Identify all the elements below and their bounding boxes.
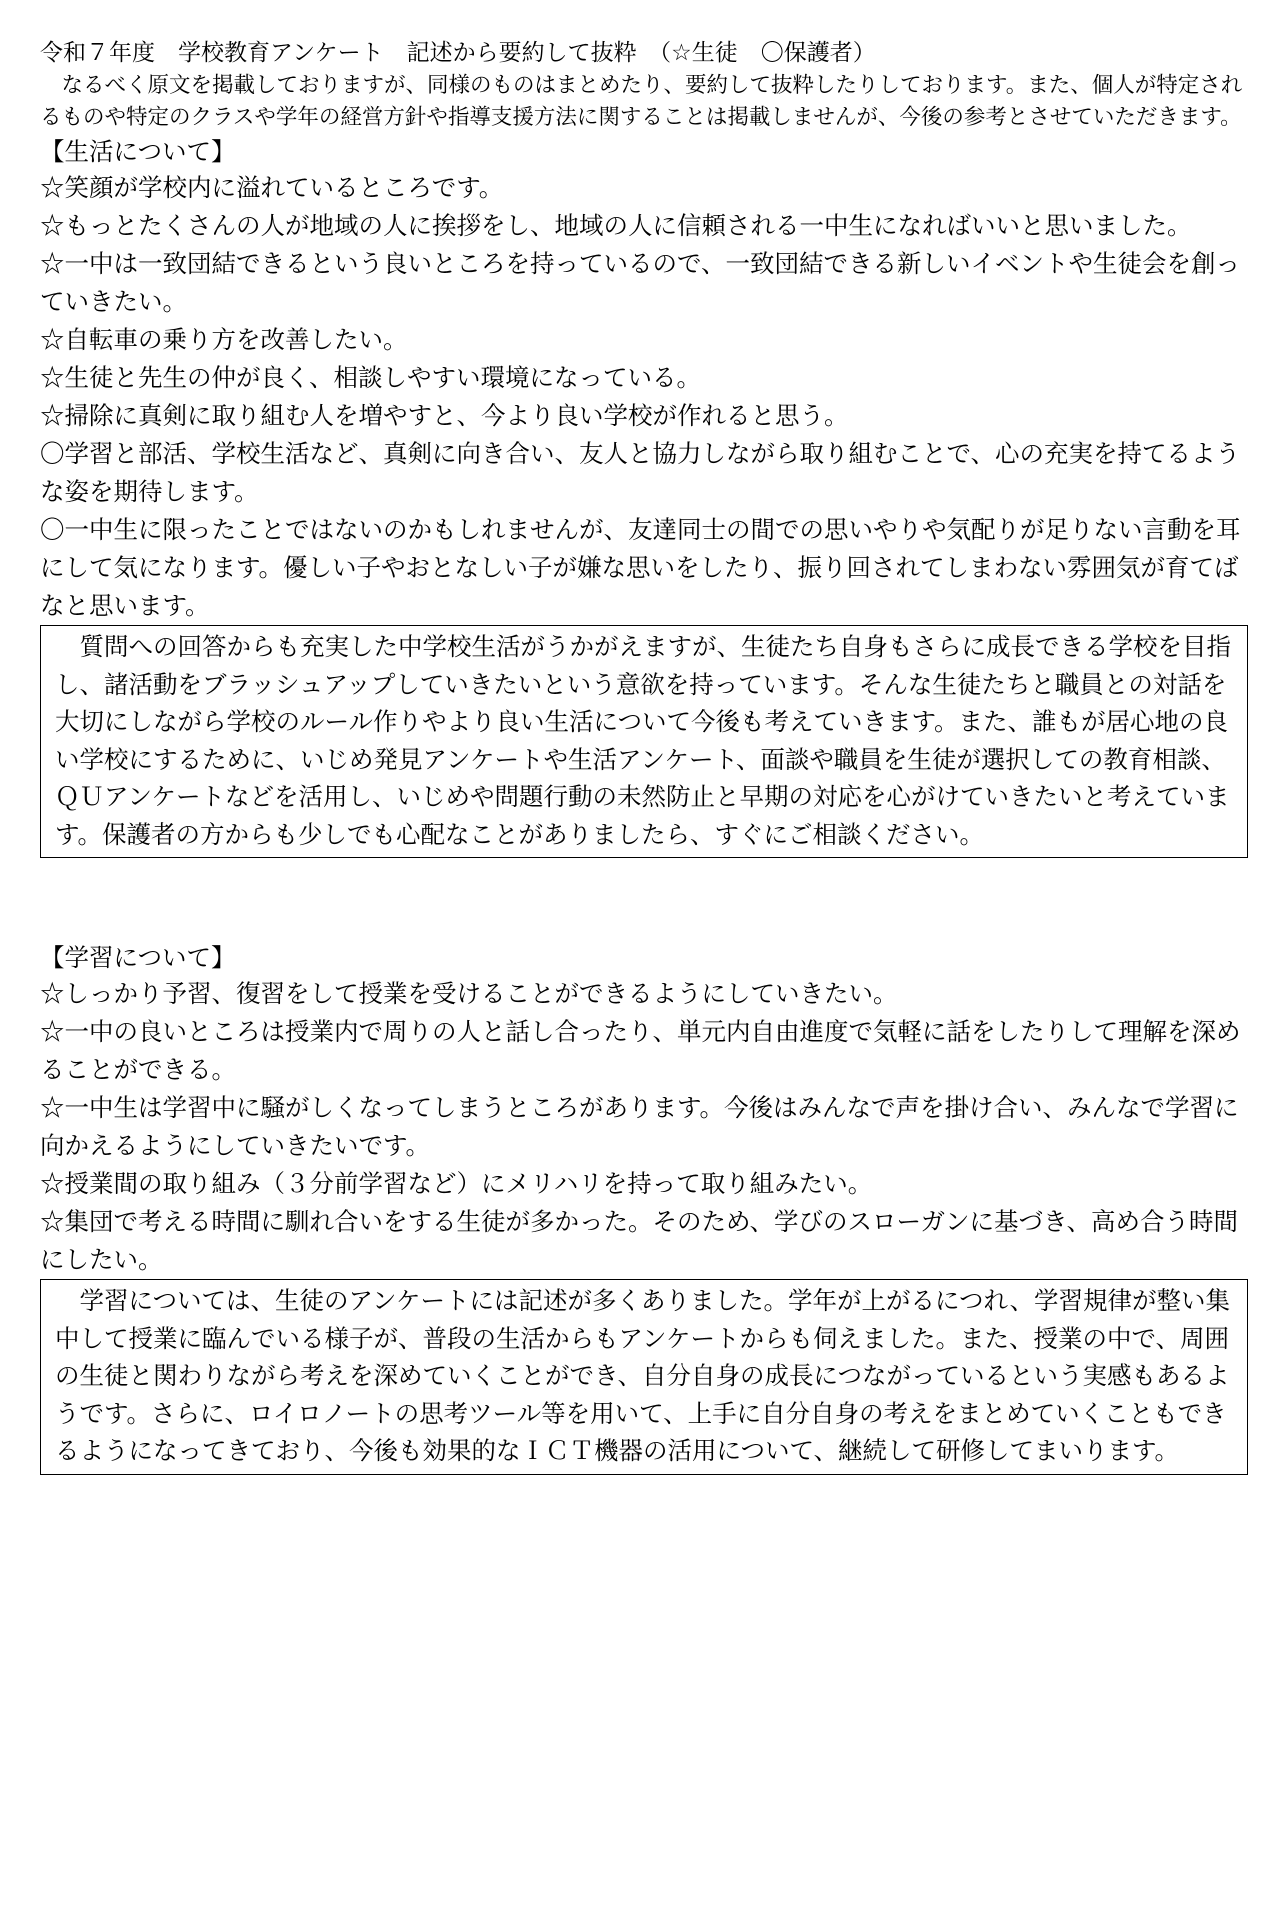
comment-item: ☆自転車の乗り方を改善したい。 <box>40 325 408 354</box>
summary-text: 学習については、生徒のアンケートには記述が多くありました。学年が上がるにつれ、学習規律が整い集中して授業に臨んでいる様子が、普段の生活からもアンケートからも伺えました。また、授業の中で、周囲の生徒と関わりながら考えを深めていくことができ、自分自身の成長につながっているという実感もあるようです。さらに、ロイロノートの思考ツール等を用いて、上手に自分自身の考えをまとめていくこともできるようになってきており、今後も効果的なＩＣＴ機器の活用について、継続して研修してまいります。 <box>55 1286 1231 1465</box>
comment-item: ☆集団で考える時間に馴れ合いをする生徒が多かった。そのため、学びのスローガンに基づき、高め合う時間にしたい。 <box>40 1207 1239 1274</box>
intro-paragraph: なるべく原文を掲載しておりますが、同様のものはまとめたり、要約して抜粋したりしております。また、個人が特定されるものや特定のクラスや学年の経営方針や指導支援方法に関することは掲載しませんが、今後の参考とさせていただきます。 <box>40 73 1243 130</box>
comment-item: 〇学習と部活、学校生活など、真剣に向き合い、友人と協力しながら取り組むことで、心の充実を持てるような姿を期待します。 <box>40 439 1241 506</box>
section-study <box>40 940 1250 1475</box>
comment-item: ☆掃除に真剣に取り組む人を増やすと、今より良い学校が作れると思う。 <box>40 401 849 430</box>
comment-item: ☆笑顔が学校内に溢れているところです。 <box>40 173 504 202</box>
summary-text: 質問への回答からも充実した中学校生活がうかがえますが、生徒たち自身もさらに成長できる学校を目指し、諸活動をブラッシュアップしていきたいという意欲を持っています。そんな生徒たちと職員との対話を大切にしながら学校のルール作りやより良い生活について今後も考えていきます。また、誰もが居心地の良い学校にするために、いじめ発見アンケートや生活アンケート、面談や職員を生徒が選択しての教育相談、ＱＵアンケートなどを活用し、いじめや問題行動の未然防止と早期の対応を心がけていきたいと考えています。保護者の方からも少しでも心配なことがありましたら、すぐにご相談ください。 <box>55 632 1231 849</box>
comment-item: ☆授業間の取り組み（３分前学習など）にメリハリを持って取り組みたい。 <box>40 1169 873 1198</box>
comment-item: ☆一中生は学習中に騒がしくなってしまうところがあります。今後はみんなで声を掛け合い、みんなで学習に向かえるようにしていきたいです。 <box>40 1093 1239 1160</box>
section-spacer <box>40 858 1250 940</box>
comment-item: ☆一中の良いところは授業内で周りの人と話し合ったり、単元内自由進度で気軽に話をしたりして理解を深めることができる。 <box>40 1017 1241 1084</box>
comment-item: ☆もっとたくさんの人が地域の人に挨拶をし、地域の人に信頼される一中生になればいいと思いました。 <box>40 211 1192 240</box>
section-heading: 【生活について】 <box>40 137 236 166</box>
document-page <box>40 36 1250 1475</box>
comment-item: 〇一中生に限ったことではないのかもしれませんが、友達同士の間での思いやりや気配りが足りない言動を耳にして気になります。優しい子やおとなしい子が嫌な思いをしたり、振り回されてしまわない雰囲気が育てばなと思います。 <box>40 515 1241 620</box>
summary-box <box>40 625 1248 858</box>
document-title: 令和７年度 学校教育アンケート 記述から要約して抜粋 （☆生徒 〇保護者） <box>40 40 876 66</box>
comment-item: ☆しっかり予習、復習をして授業を受けることができるようにしていきたい。 <box>40 979 898 1008</box>
section-heading: 【学習について】 <box>40 943 236 972</box>
summary-box <box>40 1279 1248 1475</box>
section-living <box>40 134 1250 858</box>
comment-item: ☆生徒と先生の仲が良く、相談しやすい環境になっている。 <box>40 363 702 392</box>
comment-item: ☆一中は一致団結できるという良いところを持っているので、一致団結できる新しいイベントや生徒会を創っていきたい。 <box>40 249 1241 316</box>
